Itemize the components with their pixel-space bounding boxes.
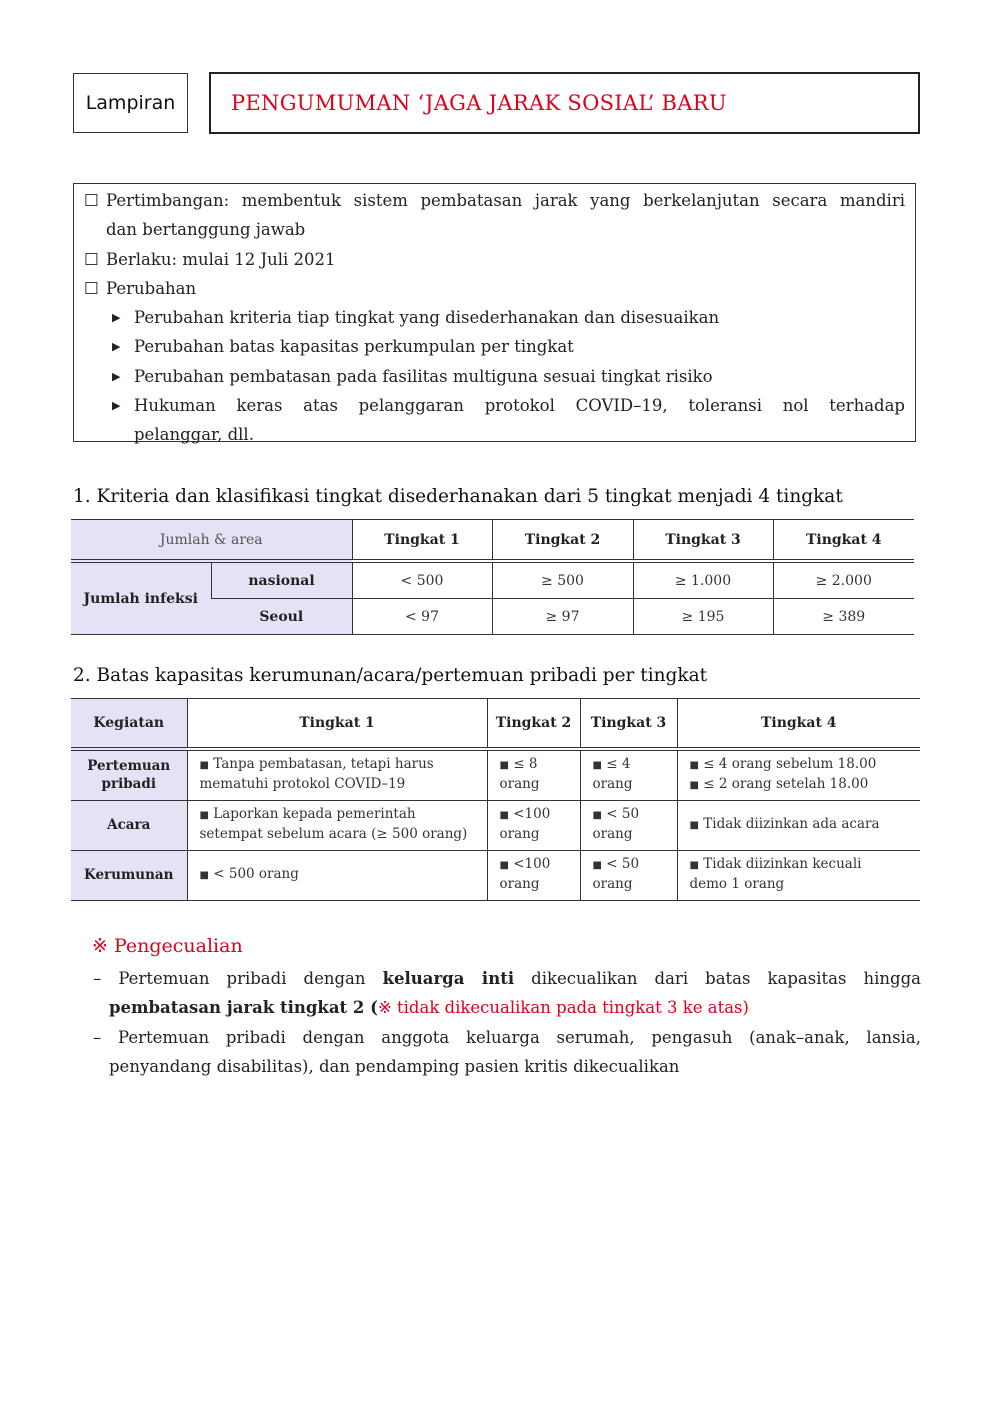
square-bullet-icon: ■ [592, 760, 602, 771]
note-text-red: ※ tidak dikecualikan pada tingkat 3 ke atas [377, 998, 743, 1018]
note-text-bold: pembatasan jarak tingkat 2 ( [109, 998, 378, 1018]
table-cell [187, 850, 487, 900]
list-item-text: Perubahan pembatasan pada fasilitas multiguna sesuai tingkat risiko [134, 366, 713, 386]
header-level-4: Tingkat 4 [677, 699, 920, 750]
square-bullet-icon: ■ [592, 859, 602, 871]
note-text: Pertemuan pribadi dengan [118, 969, 366, 988]
table-cell [677, 850, 920, 900]
cell-text: <100 [513, 805, 551, 822]
table-cell: ≥ 1.000 [633, 561, 773, 599]
header-level-2: Tingkat 2 [492, 520, 633, 562]
page-title-text: PENGUMUMAN ‘JAGA JARAK SOSIAL’ BARU [231, 91, 727, 115]
square-bullet-icon: ■ [199, 760, 209, 771]
cell-text: mematuhi protokol COVID–19 [199, 776, 406, 792]
cell-text: demo 1 orang [689, 875, 785, 892]
table-cell: ≥ 97 [492, 599, 633, 635]
cell-text: orang [499, 776, 540, 792]
table-row [71, 561, 914, 599]
note-text-bold: keluarga inti [382, 969, 515, 988]
header-level-1: Tingkat 1 [352, 520, 492, 562]
cell-text: Tanpa pembatasan, tetapi harus [213, 756, 434, 772]
table-cell [187, 749, 487, 800]
note-text: dikecualikan dari batas kapasitas hingga [531, 969, 921, 988]
row-group-label: Jumlah infeksi [71, 561, 211, 635]
row-label: nasional [211, 561, 352, 599]
header-level-3: Tingkat 3 [633, 520, 773, 562]
capacity-table [71, 698, 920, 901]
square-bullet-icon: ■ [689, 820, 699, 831]
checkbox-icon: ☐ [84, 191, 99, 210]
cell-text: orang [592, 825, 633, 842]
table-header-row [71, 520, 914, 562]
table-row [71, 800, 920, 850]
table-cell: ≥ 195 [633, 599, 773, 635]
pertimbangan-text: Pertimbangan: membentuk sistem pembatasan jarak yang berkelanjutan secara mandiri [106, 191, 905, 210]
cell-text: < 500 orang [213, 866, 299, 882]
dash-icon: – [93, 1027, 102, 1047]
table-cell [677, 749, 920, 800]
square-bullet-icon: ■ [199, 870, 209, 881]
list-item-text: Perubahan batas kapasitas perkumpulan per tingkat [134, 337, 574, 357]
list-item-text: Hukuman keras atas pelanggaran protokol COVID–19, toleransi nol terhadap [134, 396, 905, 416]
row-label: Kerumunan [71, 850, 187, 900]
triangle-bullet-icon: ▶ [112, 369, 121, 383]
table-cell [580, 800, 677, 850]
cell-text: Tidak diizinkan ada acara [703, 816, 880, 832]
header-area: Jumlah & area [71, 520, 352, 562]
table-cell: ≥ 500 [492, 561, 633, 599]
cell-text: < 50 [606, 805, 640, 822]
list-item [84, 391, 905, 420]
cell-text: orang [499, 825, 540, 842]
cell-text: ≤ 2 orang setelah 18.00 [703, 776, 869, 792]
table-cell: < 97 [352, 599, 492, 635]
square-bullet-icon: ■ [499, 809, 509, 821]
header-level-1: Tingkat 1 [187, 699, 487, 750]
cell-text: Laporkan kepada pemerintah [213, 805, 416, 822]
square-bullet-icon: ■ [499, 760, 509, 771]
table-row [71, 850, 920, 900]
list-item [84, 332, 905, 361]
table-cell [487, 749, 580, 800]
square-bullet-icon: ■ [689, 859, 699, 871]
triangle-bullet-icon: ▶ [112, 340, 121, 354]
table-cell [487, 850, 580, 900]
exceptions-title: ※ Pengecualian [92, 935, 243, 957]
square-bullet-icon: ■ [689, 780, 699, 791]
header-level-4: Tingkat 4 [773, 520, 914, 562]
table-cell: ≥ 2.000 [773, 561, 914, 599]
section-2-heading: 2. Batas kapasitas kerumunan/acara/pertemuan pribadi per tingkat [73, 665, 708, 686]
triangle-bullet-icon: ▶ [112, 311, 121, 325]
square-bullet-icon: ■ [592, 809, 602, 821]
table-cell [580, 850, 677, 900]
row-label: Seoul [211, 599, 352, 635]
perubahan-text: Perubahan [106, 278, 197, 298]
triangle-bullet-icon: ▶ [112, 399, 121, 413]
list-item-text-continued: pelanggar, dll. [134, 425, 254, 445]
cell-text: Tidak diizinkan kecuali [703, 855, 862, 872]
cell-text: ≤ 4 [606, 756, 631, 772]
square-bullet-icon: ■ [199, 809, 209, 821]
cell-text: ≤ 8 [513, 756, 538, 772]
table-cell: ≥ 389 [773, 599, 914, 635]
cell-text: < 50 [606, 855, 640, 872]
square-bullet-icon: ■ [499, 859, 509, 871]
berlaku-text: Berlaku: mulai 12 Juli 2021 [106, 249, 336, 269]
table-cell: < 500 [352, 561, 492, 599]
list-item [84, 362, 905, 391]
section-1-heading: 1. Kriteria dan klasifikasi tingkat disederhanakan dari 5 tingkat menjadi 4 tingkat [73, 486, 843, 507]
exception-note-1-continued [93, 993, 921, 1022]
exception-note-2 [93, 1023, 921, 1052]
note-text: Pertemuan pribadi dengan anggota keluarga serumah, pengasuh (anak–anak, lansia, [117, 1027, 921, 1047]
list-item [84, 303, 905, 332]
table-row [71, 749, 920, 800]
checkbox-icon: ☐ [84, 278, 99, 298]
cell-text: orang [499, 875, 540, 892]
summary-box [73, 183, 916, 445]
table-cell [187, 800, 487, 850]
row-label-text: Pertemuan [87, 758, 171, 775]
cell-text: setempat sebelum acara (≥ 500 orang) [199, 825, 468, 842]
row-label [71, 749, 187, 800]
square-bullet-icon: ■ [689, 760, 699, 771]
table-header-row [71, 699, 920, 750]
checkbox-icon: ☐ [84, 249, 99, 269]
note-text-red: ) [742, 998, 749, 1018]
page-title [209, 72, 920, 134]
table-cell [487, 800, 580, 850]
header-level-2: Tingkat 2 [487, 699, 580, 750]
summary-berlaku [84, 245, 905, 274]
pertimbangan-text-continued: dan bertanggung jawab [106, 220, 306, 240]
table-cell [677, 800, 920, 850]
header-activity: Kegiatan [71, 699, 187, 750]
row-label-text: pribadi [101, 776, 156, 793]
table-cell [580, 749, 677, 800]
exception-note-1 [93, 964, 921, 993]
cell-text: orang [592, 875, 633, 892]
exceptions-notes [93, 964, 921, 1081]
dash-icon: – [93, 969, 102, 988]
cell-text: <100 [513, 855, 551, 872]
cell-text: orang [592, 776, 633, 792]
list-item-text: Perubahan kriteria tiap tingkat yang disederhanakan dan disesuaikan [134, 308, 720, 328]
summary-pertimbangan [84, 186, 905, 215]
level-criteria-table [71, 519, 914, 635]
header-level-3: Tingkat 3 [580, 699, 677, 750]
attachment-label: Lampiran [73, 73, 188, 133]
cell-text: ≤ 4 orang sebelum 18.00 [703, 756, 877, 772]
summary-perubahan [84, 274, 905, 303]
exception-note-2-continued: penyandang disabilitas), dan pendamping pasien kritis dikecualikan [109, 1056, 680, 1076]
row-label: Acara [71, 800, 187, 850]
